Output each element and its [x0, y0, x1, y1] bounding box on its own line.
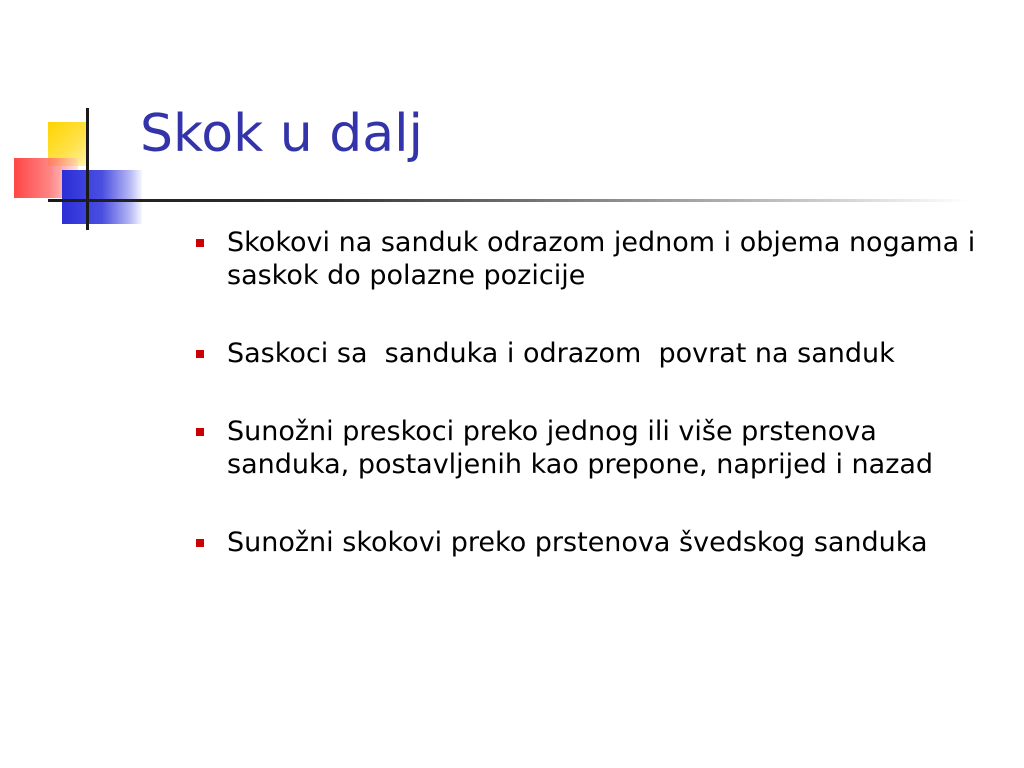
bullet-list: [192, 226, 992, 604]
bullet-text: Skokovi na sanduk odrazom jednom i objema nogama i saskok do polazne pozicije: [227, 227, 976, 291]
vertical-rule: [86, 108, 89, 230]
bullet-item: [192, 415, 992, 481]
bullet-text: Sunožni skokovi preko prstenova švedskog sanduka: [227, 527, 928, 558]
blue-square-decoration: [62, 170, 142, 224]
bullet-item: [192, 337, 992, 370]
bullet-square-icon: [196, 428, 204, 436]
bullet-square-icon: [196, 350, 204, 358]
bullet-square-icon: [196, 239, 204, 247]
slide-title: Skok u dalj: [140, 104, 423, 164]
bullet-text: Saskoci sa sanduka i odrazom povrat na sanduk: [227, 338, 895, 369]
bullet-text: Sunožni preskoci preko jednog ili više prstenova sanduka, postavljenih kao prepone, naprijed i nazad: [227, 416, 934, 480]
corner-decoration: [0, 0, 150, 240]
bullet-item: [192, 526, 992, 559]
bullet-square-icon: [196, 539, 204, 547]
title-underline: [48, 199, 968, 202]
bullet-item: [192, 226, 992, 292]
